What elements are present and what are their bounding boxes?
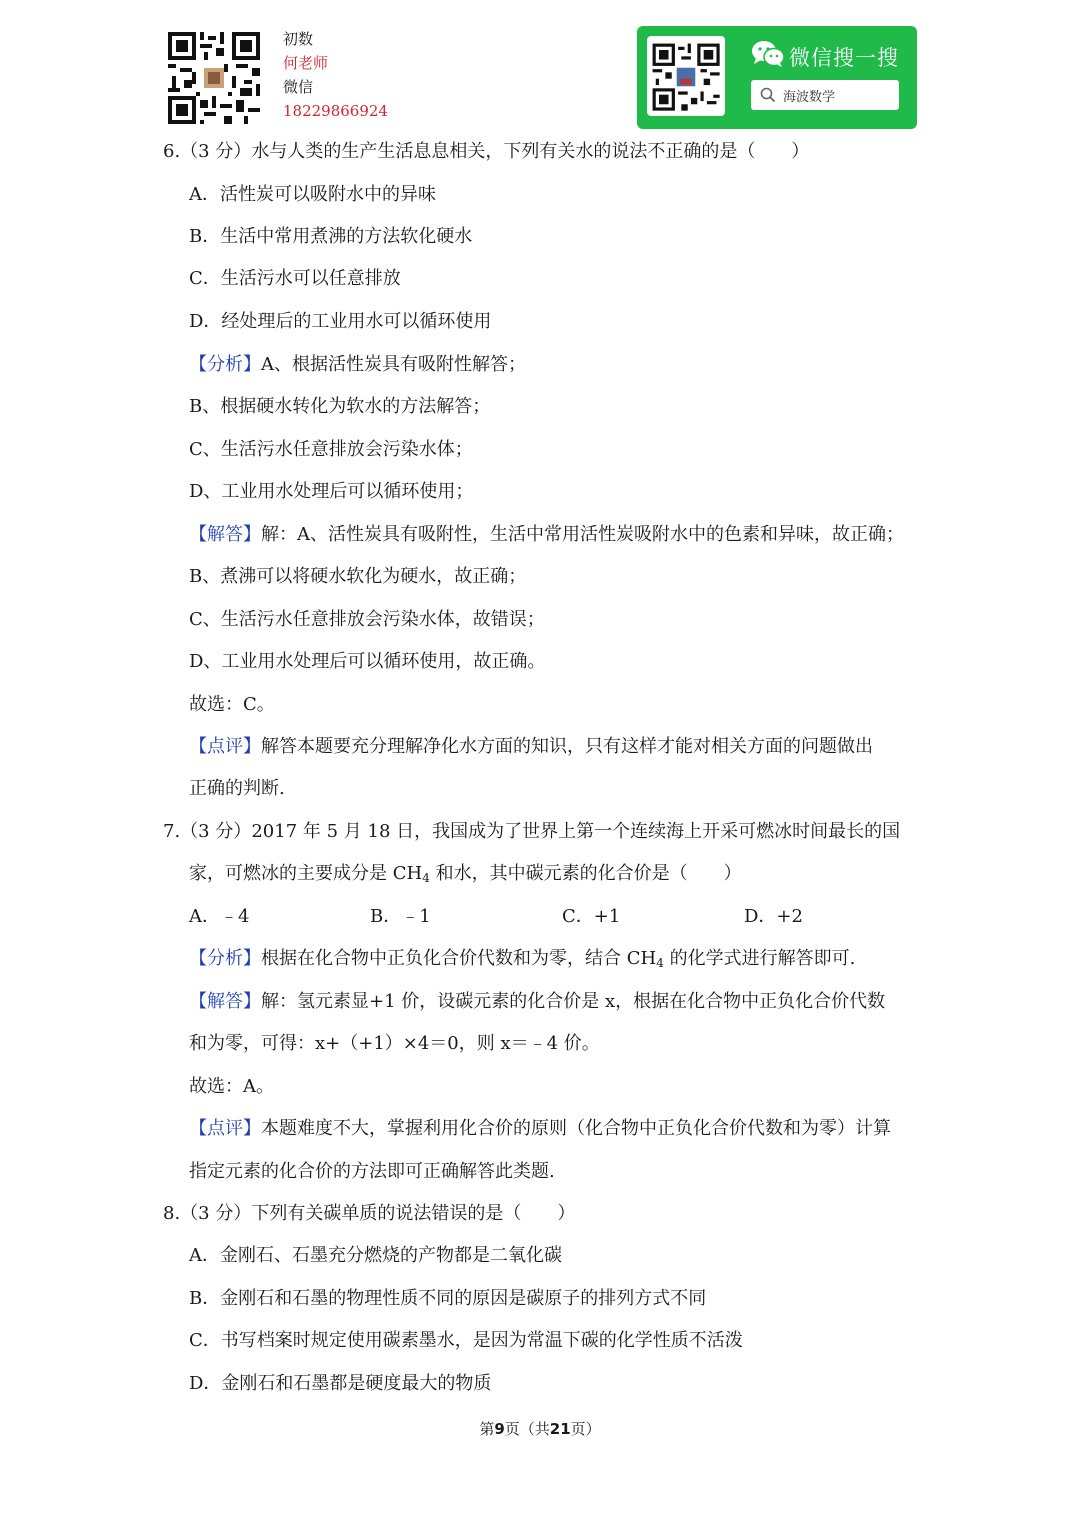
q7-comment-cont: 指定元素的化合价的方法即可正确解答此类题. bbox=[189, 1161, 555, 1182]
q6-comment-cont: 正确的判断. bbox=[189, 778, 285, 799]
contact-subject: 初数 bbox=[283, 30, 314, 48]
q6-option-d: D．经处理后的工业用水可以循环使用 bbox=[189, 311, 492, 332]
comment-tag: 【点评】 bbox=[189, 1118, 261, 1139]
q7-answer-text: 解：氢元素显+1 价，设碳元素的化合价是 x，根据在化合物中正负化合价代数 bbox=[261, 991, 886, 1012]
q7-choice: 故选：A。 bbox=[189, 1076, 274, 1097]
footer-prefix: 第 bbox=[479, 1420, 495, 1438]
wechat-search-box[interactable] bbox=[751, 80, 899, 110]
q6-analysis bbox=[189, 354, 526, 376]
q7-analysis bbox=[189, 948, 855, 970]
wechat-logo-icon bbox=[751, 40, 785, 72]
q6-analysis-b: B、根据硬水转化为软水的方法解答； bbox=[189, 396, 491, 417]
q8-option-a: A．金刚石、石墨充分燃烧的产物都是二氧化碳 bbox=[189, 1245, 562, 1266]
q6-answer-b: B、煮沸可以将硬水软化为硬水，故正确； bbox=[189, 566, 527, 587]
q6-stem: 6.（3 分）水与人类的生产生活息息相关，下列有关水的说法不正确的是（ ） bbox=[163, 141, 810, 162]
analysis-tag: 【分析】 bbox=[189, 354, 261, 375]
q6-comment bbox=[189, 736, 873, 758]
q7-option-b: B．﹣1 bbox=[370, 906, 431, 927]
q8-stem: 8.（3 分）下列有关碳单质的说法错误的是（ ） bbox=[163, 1203, 576, 1224]
page-number: 9 bbox=[494, 1420, 505, 1438]
q6-analysis-text: A、根据活性炭具有吸附性解答； bbox=[261, 354, 526, 375]
q7-analysis-text: 根据在化合物中正负化合价代数和为零，结合 CH bbox=[261, 948, 657, 969]
contact-wechat-label: 微信 bbox=[283, 78, 314, 96]
comment-tag: 【点评】 bbox=[189, 736, 261, 757]
page-footer bbox=[0, 1418, 1080, 1439]
footer-middle: 页（共 bbox=[504, 1420, 550, 1438]
wechat-qr-code bbox=[647, 36, 725, 116]
wechat-search-banner bbox=[637, 26, 917, 129]
page-total: 21 bbox=[549, 1420, 571, 1438]
q7-stem-subscript: 4 bbox=[422, 871, 430, 885]
q7-stem: 7.（3 分）2017 年 5 月 18 日，我国成为了世界上第一个连续海上开采可燃冰时间最长的国 bbox=[163, 821, 901, 842]
contact-qr-code bbox=[168, 32, 260, 124]
q7-stem-text-end: 和水，其中碳元素的化合价是（ ） bbox=[429, 863, 742, 884]
q6-comment-text: 解答本题要充分理解净化水方面的知识，只有这样才能对相关方面的问题做出 bbox=[261, 736, 873, 757]
q8-option-b: B．金刚石和石墨的物理性质不同的原因是碳原子的排列方式不同 bbox=[189, 1288, 707, 1309]
wechat-search-title: 微信搜一搜 bbox=[789, 46, 899, 70]
q7-option-c: C．+1 bbox=[562, 906, 621, 927]
q6-answer-text: 解：A、活性炭具有吸附性，生活中常用活性炭吸附水中的色素和异味，故正确； bbox=[261, 524, 904, 545]
q8-option-d: D．金刚石和石墨都是硬度最大的物质 bbox=[189, 1373, 492, 1394]
q7-stem-cont bbox=[189, 863, 742, 885]
contact-teacher-name: 何老师 bbox=[283, 54, 329, 72]
answer-tag: 【解答】 bbox=[189, 524, 261, 545]
wechat-search-text: 海波数学 bbox=[783, 90, 836, 105]
q7-comment bbox=[189, 1118, 891, 1140]
q6-option-b: B．生活中常用煮沸的方法软化硬水 bbox=[189, 226, 473, 247]
q6-analysis-d: D、工业用水处理后可以循环使用； bbox=[189, 481, 474, 502]
q6-answer-c: C、生活污水任意排放会污染水体，故错误； bbox=[189, 609, 545, 630]
q7-stem-text: 家，可燃冰的主要成分是 CH bbox=[189, 863, 423, 884]
contact-info bbox=[283, 27, 388, 123]
q6-choice: 故选：C。 bbox=[189, 694, 275, 715]
analysis-tag: 【分析】 bbox=[189, 948, 261, 969]
q7-option-a: A．﹣4 bbox=[189, 906, 250, 927]
q6-option-c: C．生活污水可以任意排放 bbox=[189, 268, 401, 289]
q8-option-c: C．书写档案时规定使用碳素墨水，是因为常温下碳的化学性质不活泼 bbox=[189, 1330, 743, 1351]
q7-comment-text: 本题难度不大，掌握利用化合价的原则（化合物中正负化合价代数和为零）计算 bbox=[261, 1118, 891, 1139]
footer-suffix: 页） bbox=[570, 1420, 601, 1438]
q7-analysis-text-end: 的化学式进行解答即可. bbox=[663, 948, 856, 969]
contact-phone: 18229866924 bbox=[283, 102, 388, 120]
q6-answer-d: D、工业用水处理后可以循环使用，故正确。 bbox=[189, 651, 546, 672]
answer-tag: 【解答】 bbox=[189, 991, 261, 1012]
q7-analysis-subscript: 4 bbox=[656, 956, 664, 970]
search-icon bbox=[760, 87, 776, 107]
q6-option-a: A．活性炭可以吸附水中的异味 bbox=[189, 184, 436, 205]
q7-answer-cont: 和为零，可得：x+（+1）×4＝0，则 x＝﹣4 价。 bbox=[189, 1033, 600, 1054]
q7-option-d: D．+2 bbox=[744, 906, 803, 927]
q7-answer bbox=[189, 991, 885, 1013]
q6-answer bbox=[189, 524, 904, 546]
q6-analysis-c: C、生活污水任意排放会污染水体； bbox=[189, 439, 473, 460]
